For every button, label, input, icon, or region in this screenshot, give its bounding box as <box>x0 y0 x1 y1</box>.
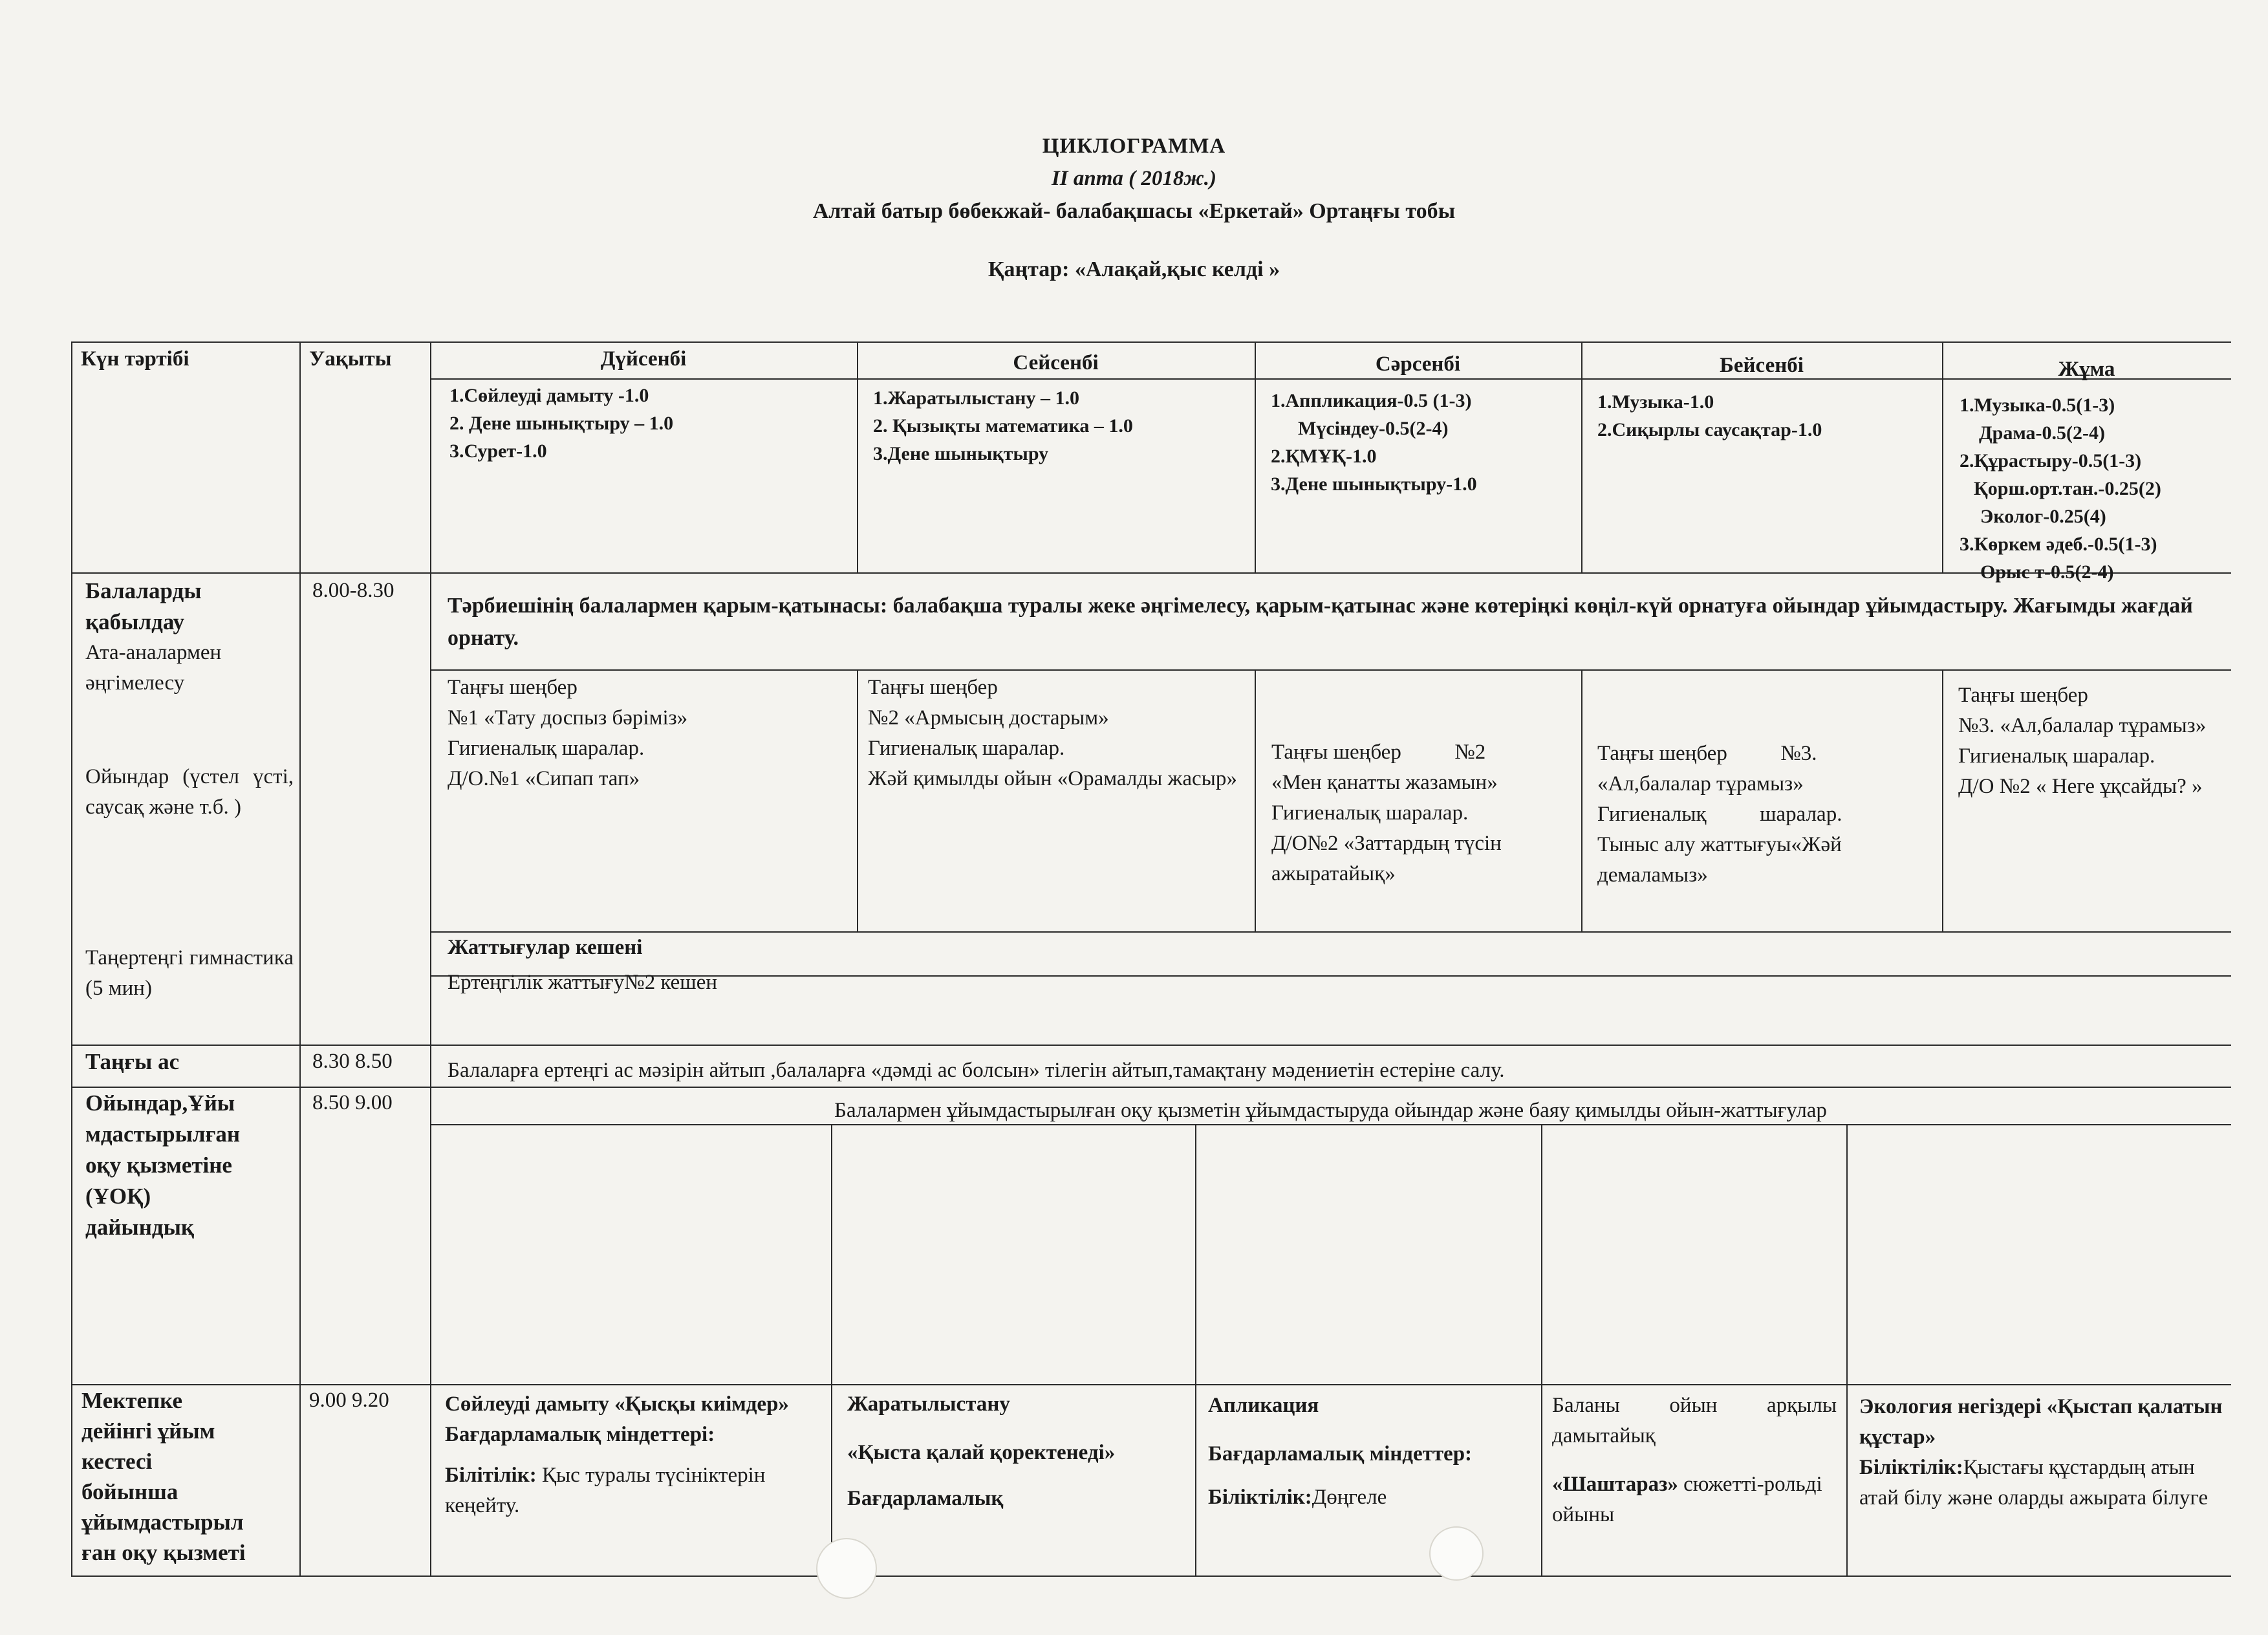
prep-time: 8.50 9.00 <box>312 1091 393 1114</box>
subjects-tuesday: 1.Жаратылыстану – 1.0 2. Қызықты математика – 1.0 3.Дене шынықтыру <box>873 387 1133 464</box>
month-theme: Қаңтар: «Алақай,қыс келді » <box>988 257 1280 281</box>
parents-talk-label: Ата-аналармен әңгімелесу <box>85 641 222 695</box>
paper-stain <box>816 1538 877 1599</box>
institution-name: Алтай батыр бөбекжай- балабақшасы «Еркетай» Ортаңғы тобы <box>812 199 1456 223</box>
column-header-monday: Дүйсенбі <box>600 347 687 371</box>
school-activity-monday: Сөйлеуді дамыту «Қысқы киімдер» Бағдарламалық міндеттері: Білітілік: Қыс туралы түсініктерін кеңейту. <box>445 1392 789 1517</box>
school-activity-wednesday: Апликация Бағдарламалық міндеттер: Біліктілік:Дөңгеле <box>1208 1394 1473 1509</box>
school-activity-tuesday: Жаратылыстану «Қыста қалай қоректенеді» Бағдарламалық <box>847 1392 1116 1510</box>
reception-label: Балаларды қабылдау <box>85 578 202 634</box>
paper-stain <box>1429 1526 1484 1581</box>
column-header-tuesday: Сейсенбі <box>1013 351 1099 374</box>
column-header-thursday: Бейсенбі <box>1720 354 1804 377</box>
prep-text: Балалармен ұйымдастырылған оқу қызметін ұйымдастыруда ойындар және баяу қимылды ойын-жаттығулар <box>834 1099 1827 1122</box>
school-activity-label: Мектепке дейінгі ұйым кестесі бойынша ұйымдастырыл ған оқу қызметі <box>81 1388 246 1565</box>
column-header-regime: Күн тәртібі <box>81 347 189 371</box>
morning-circle-monday: Таңғы шеңбер №1 «Тату доспыз бәріміз» Гигиеналық шаралар. Д/О.№1 «Сипап тап» <box>448 676 688 790</box>
column-header-friday: Жұма <box>2058 358 2115 381</box>
school-activity-thursday: Баланы ойын арқылы дамытайық «Шаштараз» сюжетті-рольді ойыны <box>1552 1394 1837 1526</box>
breakfast-time: 8.30 8.50 <box>312 1050 393 1073</box>
school-activity-time: 9.00 9.20 <box>309 1389 389 1412</box>
games-label: Ойындар (үстел үсті, саусақ және т.б. ) <box>85 765 294 819</box>
morning-circle-friday: Таңғы шеңбер №3. «Ал,балалар тұрамыз» Гигиеналық шаралар. Д/О №2 « Неге ұқсайды? » <box>1958 684 2207 798</box>
column-header-time: Уақыты <box>309 347 392 371</box>
breakfast-text: Балаларға ертеңгі ас мәзірін айтып ,балаларға «дәмді ас болсын» тілегін айтып,тамақтану мәдениетін естеріне салу. <box>448 1059 1505 1082</box>
school-activity-friday: Экология негіздері «Қыстап қалатын құстар» Біліктілік:Қыстағы құстардың атын атай білу және оларды ажырата білуге <box>1859 1395 2223 1510</box>
reception-time: 8.00-8.30 <box>312 579 394 602</box>
prep-label: Ойындар,Ұйы мдастырылған оқу қызметіне (ҰОҚ) дайындық <box>85 1090 241 1240</box>
morning-circle-wednesday: Таңғы шеңбер №2 «Мен қанатты жазамын» Гигиеналық шаралар. Д/О№2 «Заттардың түсін ажыратайық» <box>1271 741 1507 885</box>
breakfast-label: Таңғы ас <box>85 1049 180 1074</box>
subjects-friday: 1.Музыка-0.5(1-3) Драма-0.5(2-4) 2.Құрастыру-0.5(1-3) Қорш.орт.тан.-0.25(2) Эколог-0.25(4) 3.Көркем әдеб.-0.5(1-3) Орыс т-0.5(2-4) <box>1960 395 2161 583</box>
subjects-thursday: 1.Музыка-1.0 2.Сиқырлы саусақтар-1.0 <box>1597 391 1822 440</box>
morning-circle-tuesday: Таңғы шеңбер №2 «Армысың достарым» Гигиеналық шаралар. Жәй қимылды ойын «Орамалды жасыр» <box>868 676 1237 790</box>
week-subtitle: II апта ( 2018ж.) <box>1051 167 1217 190</box>
exercises-title: Жаттығулар кешені <box>448 936 643 959</box>
subjects-monday: 1.Сөйлеуді дамыту -1.0 2. Дене шынықтыру – 1.0 3.Сурет-1.0 <box>449 385 674 462</box>
morning-circle-thursday: Таңғы шеңбер №3. «Ал,балалар тұрамыз» Гигиеналық шаралар. Тыныс алу жаттығуы«Жәй демаламыз» <box>1597 742 1848 887</box>
exercises-text: Ертеңгілік жаттығу№2 кешен <box>448 971 718 994</box>
subjects-wednesday: 1.Аппликация-0.5 (1-3) Мүсіндеу-0.5(2-4) 2.ҚМҰҚ-1.0 3.Дене шынықтыру-1.0 <box>1271 390 1477 495</box>
page-title: ЦИКЛОГРАММА <box>1042 135 1226 158</box>
column-header-wednesday: Сәрсенбі <box>1375 352 1461 376</box>
morning-gym-label: Таңертеңгі гимнастика (5 мин) <box>85 946 294 1000</box>
reception-intro: Тәрбиешінің балалармен қарым-қатынасы: балабақша туралы жеке әңгімелесу, қарым-қатынас және көтеріңкі көңіл-күй орнатуға ойындар ұйымдастыру. Жағымды жағдай орнату. <box>448 594 2193 650</box>
